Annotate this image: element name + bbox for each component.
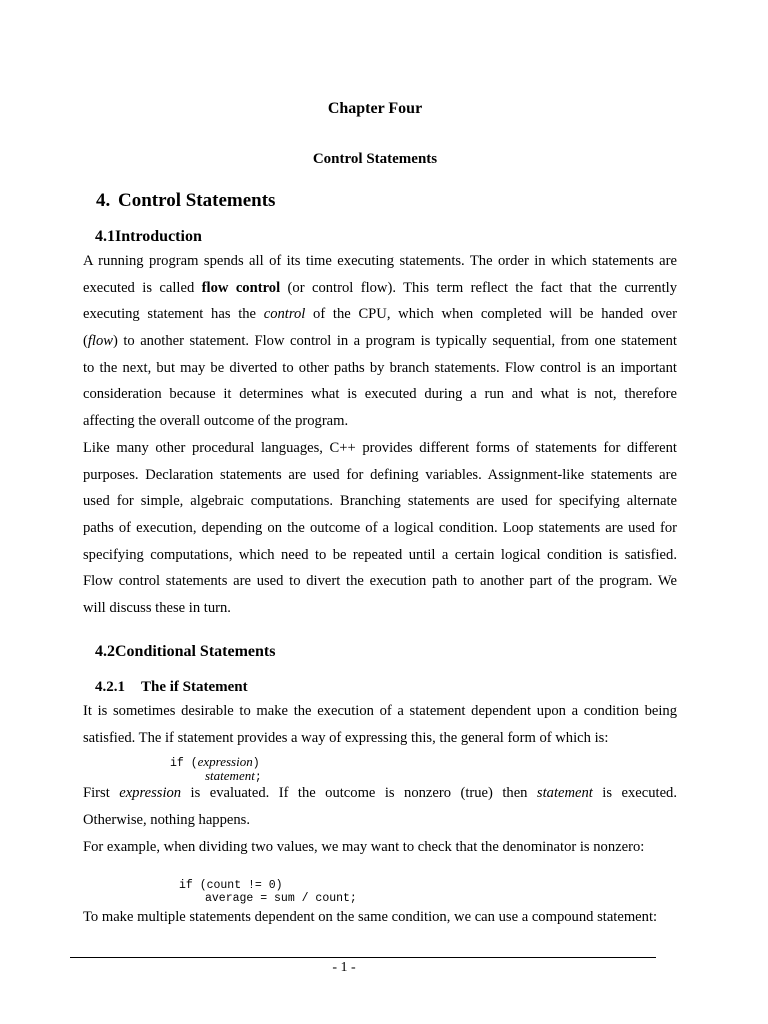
section-4-2-1-number: 4.2.1	[95, 679, 125, 695]
text-line: (flow) to another statement. Flow control in a program is typically sequential, from one statement	[83, 333, 677, 350]
section-4-1-title: Introduction	[115, 228, 202, 245]
text-line: satisfied. The if statement provides a way of expressing this, the general form of which is:	[83, 729, 609, 746]
section-4-2-number: 4.2	[95, 643, 115, 660]
chapter-subtitle: Control Statements	[312, 151, 438, 167]
code-if-syntax-line-1: if (expression)	[170, 754, 260, 770]
text-line: will discuss these in turn.	[83, 600, 231, 617]
text-line: to the next, but may be diverted to other paths by branch statements. Flow control is an important	[83, 359, 677, 376]
text-line: consideration because it determines what is executed during a run and what is not, therefore	[83, 386, 677, 403]
italic-term: statement	[536, 785, 593, 801]
code-if-syntax-line-2: statement;	[205, 768, 262, 784]
text-line: First expression is evaluated. If the outcome is nonzero (true) then statement is executed.	[83, 785, 677, 801]
section-4-2-1-heading	[95, 679, 248, 696]
section-4-2-heading	[95, 643, 275, 661]
section-4-1-number: 4.1	[95, 228, 115, 245]
text-line: used for simple, algebraic computations. Branching statements are used for specifying alternate	[83, 493, 677, 510]
section-4-heading	[96, 190, 275, 212]
text-line: A running program spends all of its time executing statements. The order in which statements are	[83, 253, 677, 269]
text-line: purposes. Declaration statements are used for defining variables. Assignment-like statements are	[83, 466, 677, 483]
text-line: paths of execution, depending on the outcome of a logical condition. Loop statements are used for	[83, 520, 677, 537]
text-line: To make multiple statements dependent on the same condition, we can use a compound statement:	[83, 909, 658, 925]
text-line: Like many other procedural languages, C++ provides different forms of statements for different	[83, 440, 677, 456]
if-intro-paragraph	[83, 698, 677, 751]
text-line: executed is called flow control (or control flow). This term reflect the fact that the currently	[83, 279, 677, 296]
text-line: executing statement has the control of the CPU, which when completed will be handed over	[83, 306, 677, 323]
italic-term: control	[263, 306, 306, 323]
text-line: specifying computations, which need to be repeated until a certain logical condition is satisfied.	[83, 546, 677, 563]
if-explanation-paragraph	[83, 780, 677, 833]
bold-term: flow control	[201, 279, 281, 296]
section-4-title: Control Statements	[118, 190, 276, 211]
intro-paragraph-1	[83, 248, 677, 435]
code-placeholder: statement	[205, 768, 255, 783]
text-line: affecting the overall outcome of the program.	[83, 413, 349, 430]
code-placeholder: expression	[197, 754, 253, 769]
text-line: It is sometimes desirable to make the execution of a statement dependent upon a condition being	[83, 703, 677, 719]
code-example-line-1: if (count != 0)	[179, 879, 283, 892]
section-4-2-title: Conditional Statements	[115, 643, 276, 660]
example-paragraph	[83, 834, 677, 861]
italic-term: flow	[87, 333, 114, 350]
text-line: Otherwise, nothing happens.	[83, 811, 250, 828]
footer-divider	[70, 957, 656, 958]
compound-statement-paragraph	[83, 904, 677, 931]
section-4-2-1-title: The if Statement	[141, 679, 248, 695]
text-line: For example, when dividing two values, we may want to check that the denominator is nonzero:	[83, 839, 645, 855]
italic-term: expression	[119, 785, 182, 801]
section-4-1-heading	[95, 228, 202, 246]
intro-paragraph-2	[83, 435, 677, 622]
page-number: - 1 -	[332, 960, 356, 975]
chapter-title: Chapter Four	[327, 100, 423, 117]
text-line: Flow control statements are used to divert the execution path to another part of the program. We	[83, 573, 677, 590]
section-4-number: 4.	[96, 190, 111, 211]
code-example-line-2: average = sum / count;	[205, 892, 357, 905]
